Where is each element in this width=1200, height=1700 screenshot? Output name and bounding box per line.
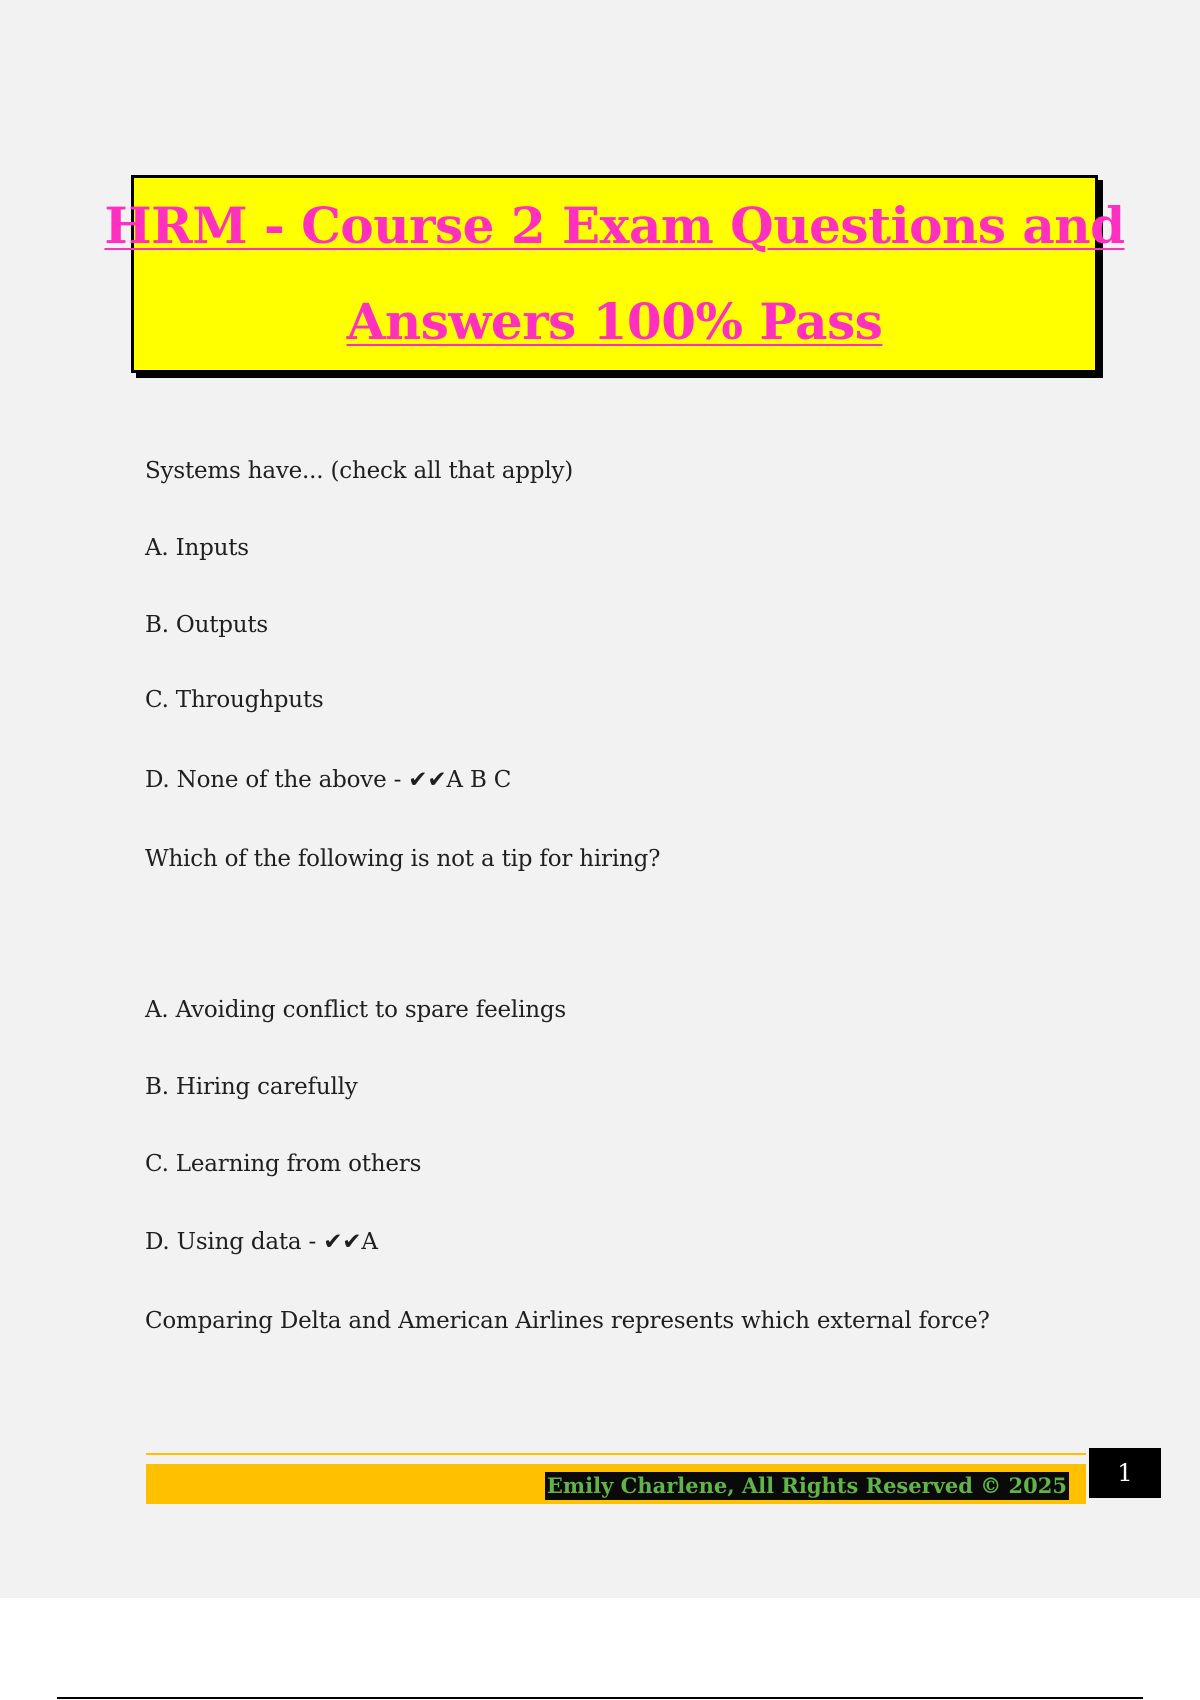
question-2: Which of the following is not a tip for hiring? xyxy=(145,846,661,872)
page-separator xyxy=(57,1697,1143,1699)
question-2-option-b: B. Hiring carefully xyxy=(145,1074,358,1100)
question-1-option-d-answer: D. None of the above - ✔✔A B C xyxy=(145,767,512,793)
question-1-option-b: B. Outputs xyxy=(145,612,269,638)
footer-copyright: Emily Charlene, All Rights Reserved © 2025 xyxy=(546,1473,1067,1498)
question-2-option-c: C. Learning from others xyxy=(145,1151,422,1177)
document-title-line-1: HRM - Course 2 Exam Questions and xyxy=(104,196,1125,255)
footer-rule xyxy=(146,1453,1086,1455)
question-1: Systems have... (check all that apply) xyxy=(145,458,574,484)
page-number: 1 xyxy=(1089,1448,1161,1498)
document-title-line-2: Answers 100% Pass xyxy=(346,292,883,351)
footer-bar xyxy=(146,1464,1086,1504)
title-box xyxy=(104,175,1125,373)
question-1-option-c: C. Throughputs xyxy=(145,687,324,713)
question-2-option-d-answer: D. Using data - ✔✔A xyxy=(145,1229,378,1255)
question-1-option-a: A. Inputs xyxy=(145,535,249,561)
question-2-option-a: A. Avoiding conflict to spare feelings xyxy=(145,997,566,1023)
question-3: Comparing Delta and American Airlines represents which external force? xyxy=(145,1308,990,1334)
